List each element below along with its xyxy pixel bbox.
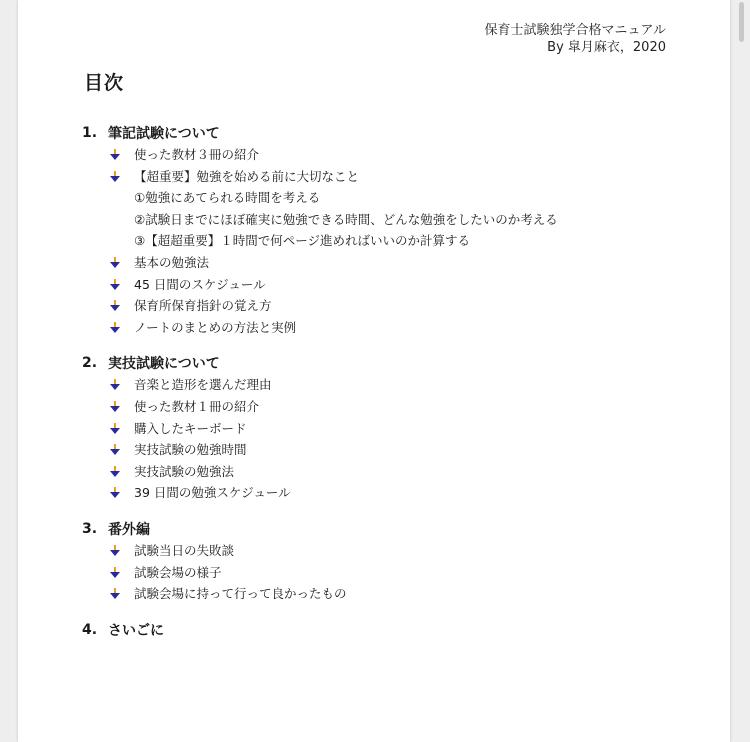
- toc-item-text: ノートのまとめの方法と実例: [134, 319, 297, 335]
- toc-item: [82, 396, 690, 418]
- section-number: 2.: [82, 355, 98, 372]
- arrow-bullet-icon: [110, 252, 122, 274]
- toc-item: [82, 317, 690, 339]
- toc-subitem: [82, 187, 690, 209]
- toc-item: [82, 562, 690, 584]
- arrow-bullet-icon: [110, 166, 122, 188]
- toc-item-text: ③【超超重要】１時間で何ページ進めればいいのか計算する: [134, 233, 470, 249]
- arrow-bullet-icon: [110, 439, 122, 461]
- arrow-bullet-icon: [110, 274, 122, 296]
- toc-item-text: 音楽と造形を選んだ理由: [134, 377, 272, 393]
- section-item-list: [82, 374, 690, 504]
- toc-section: [82, 518, 690, 605]
- toc-sections: [82, 122, 690, 655]
- toc-section: [82, 619, 690, 641]
- arrow-bullet-icon: [110, 317, 122, 339]
- toc-item-text: 45 日間のスケジュール: [134, 276, 266, 292]
- section-title: 番外編: [108, 521, 150, 538]
- section-heading: [82, 352, 690, 374]
- toc-item: [82, 295, 690, 317]
- header-author: By 皐月麻衣，2020: [547, 40, 666, 55]
- toc-item: [82, 461, 690, 483]
- arrow-bullet-icon: [110, 396, 122, 418]
- toc-subitem: [82, 230, 690, 252]
- toc-section: [82, 122, 690, 338]
- section-heading: [82, 619, 690, 641]
- arrow-bullet-icon: [110, 374, 122, 396]
- arrow-bullet-icon: [110, 482, 122, 504]
- section-heading: [82, 122, 690, 144]
- toc-item-text: 試験会場の様子: [134, 564, 222, 580]
- toc-section: [82, 352, 690, 504]
- arrow-bullet-icon: [110, 295, 122, 317]
- section-title: 筆記試験について: [108, 126, 220, 142]
- toc-item: [82, 374, 690, 396]
- header-title: 保育士試験独学合格マニュアル: [484, 23, 666, 38]
- arrow-bullet-icon: [110, 583, 122, 605]
- section-number: 4.: [82, 621, 98, 638]
- toc-item-text: 使った教材１冊の紹介: [134, 398, 260, 414]
- arrow-bullet-icon: [110, 461, 122, 483]
- toc-item-text: 実技試験の勉強法: [134, 463, 235, 479]
- toc-item: [82, 418, 690, 440]
- toc-subitem: [82, 209, 690, 231]
- toc-item: [82, 144, 690, 166]
- arrow-bullet-icon: [110, 144, 122, 166]
- toc-item-text: 購入したキーボード: [134, 420, 247, 436]
- toc-item-text: 保育所保育指針の覚え方: [134, 298, 272, 314]
- section-item-list: [82, 540, 690, 605]
- toc-item-text: 39 日間の勉強スケジュール: [134, 485, 291, 501]
- toc-item-text: 実技試験の勉強時間: [134, 442, 247, 458]
- toc-item: [82, 482, 690, 504]
- toc-item: [82, 583, 690, 605]
- section-number: 1.: [82, 125, 98, 141]
- arrow-bullet-icon: [110, 418, 122, 440]
- section-item-list: [82, 144, 690, 338]
- toc-item: [82, 252, 690, 274]
- document-page: [18, 0, 730, 742]
- document-header: [485, 22, 666, 56]
- toc-item-text: 基本の勉強法: [134, 254, 210, 270]
- section-heading: [82, 518, 690, 540]
- toc-item: [82, 540, 690, 562]
- section-title: さいごに: [108, 622, 164, 639]
- arrow-bullet-icon: [110, 562, 122, 584]
- toc-item-text: ②試験日までにほぼ確実に勉強できる時間、どんな勉強をしたいのか考える: [134, 211, 558, 227]
- toc-item: [82, 439, 690, 461]
- toc-item-text: ①勉強にあてられる時間を考える: [134, 190, 321, 206]
- arrow-bullet-icon: [110, 540, 122, 562]
- toc-item-text: 【超重要】勉強を始める前に大切なこと: [134, 168, 360, 184]
- toc-item-text: 試験会場に持って行って良かったもの: [134, 586, 347, 602]
- toc-item: [82, 166, 690, 188]
- section-number: 3.: [82, 520, 98, 537]
- vertical-scrollbar[interactable]: [739, 2, 744, 42]
- toc-item: [82, 274, 690, 296]
- section-title: 実技試験について: [108, 356, 220, 373]
- toc-item-text: 使った教材３冊の紹介: [134, 147, 260, 162]
- toc-title: 目次: [84, 72, 125, 94]
- toc-item-text: 試験当日の失敗談: [134, 542, 235, 558]
